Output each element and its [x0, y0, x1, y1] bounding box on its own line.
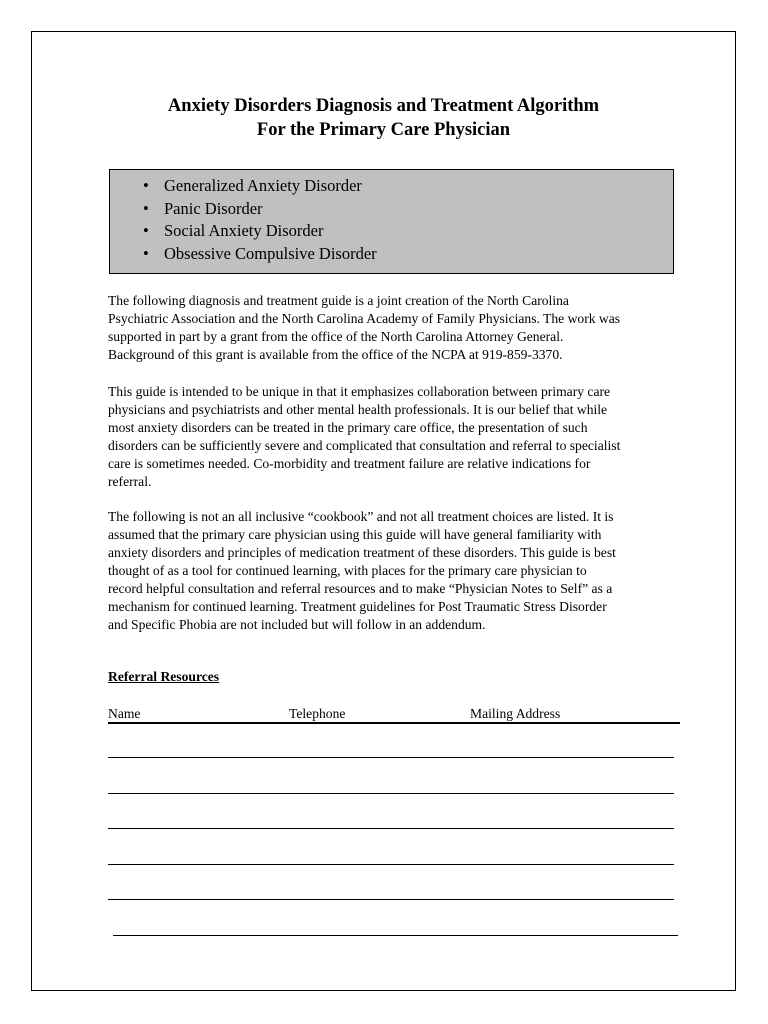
text-line: and Specific Phobia are not included but will follow in an addendum. — [108, 617, 486, 632]
disorder-label: Social Anxiety Disorder — [164, 221, 324, 240]
disorder-label: Obsessive Compulsive Disorder — [164, 243, 377, 263]
text-line: referral. — [108, 474, 152, 489]
referral-entry-line[interactable] — [108, 757, 674, 758]
referral-entry-line[interactable] — [113, 935, 678, 936]
title-line-1: Anxiety Disorders Diagnosis and Treatment Algorithm — [167, 96, 600, 116]
text-line: The following diagnosis and treatment guide is a joint creation of the North Carolina — [108, 293, 569, 308]
referral-resources-heading: Referral Resources — [108, 669, 220, 684]
collaboration-paragraph — [108, 383, 678, 491]
text-line: Background of this grant is available from the office of the NCPA at 919-859-3370. — [108, 347, 563, 362]
name-column-header: Name — [108, 706, 141, 721]
referral-entry-line[interactable] — [108, 899, 674, 900]
disorder-item — [110, 198, 673, 221]
text-line: Psychiatric Association and the North Carolina Academy of Family Physicians. The work was — [108, 311, 621, 326]
document-title — [31, 94, 736, 142]
referral-entry-line[interactable] — [108, 793, 674, 794]
scope-paragraph — [108, 508, 678, 634]
disorder-label: Generalized Anxiety Disorder — [164, 176, 362, 195]
table-header-rule — [108, 722, 680, 724]
text-line: The following is not an all inclusive “cookbook” and not all treatment choices are listed. It is — [108, 509, 614, 524]
text-line: This guide is intended to be unique in that it emphasizes collaboration between primary care — [108, 384, 611, 399]
telephone-column-header: Telephone — [289, 706, 346, 721]
referral-entry-line[interactable] — [108, 828, 674, 829]
title-line-2: For the Primary Care Physician — [256, 120, 511, 140]
text-line: care is sometimes needed. Co-morbidity and treatment failure are relative indications for — [108, 456, 591, 471]
disorder-item — [110, 220, 673, 243]
bullet-icon: • — [143, 176, 149, 195]
bullet-icon: • — [143, 243, 149, 263]
bullet-icon: • — [143, 221, 149, 240]
text-line: supported in part by a grant from the office of the North Carolina Attorney General. — [108, 329, 564, 344]
referral-entry-line[interactable] — [108, 864, 674, 865]
disorder-list-box — [109, 169, 674, 274]
text-line: record helpful consultation and referral resources and to make “Physician Notes to Self” as a — [108, 581, 613, 596]
text-line: thought of as a tool for continued learning, with places for the primary care physician to — [108, 563, 587, 578]
intro-paragraph — [108, 292, 678, 364]
disorder-list — [110, 175, 673, 265]
disorder-label: Panic Disorder — [164, 198, 263, 218]
bullet-icon: • — [143, 198, 149, 218]
text-line: most anxiety disorders can be treated in the primary care office, the presentation of such — [108, 420, 588, 435]
text-line: assumed that the primary care physician using this guide will have general familiarity with — [108, 527, 602, 542]
text-line: physicians and psychiatrists and other mental health professionals. It is our belief that while — [108, 402, 608, 417]
text-line: anxiety disorders and principles of medication treatment of these disorders. This guide is best — [108, 545, 616, 560]
mailing-address-column-header: Mailing Address — [470, 706, 561, 721]
text-line: disorders can be sufficiently severe and complicated that consultation and referral to specialist — [108, 438, 621, 453]
disorder-item — [110, 243, 673, 266]
text-line: mechanism for continued learning. Treatment guidelines for Post Traumatic Stress Disorder — [108, 599, 607, 614]
disorder-item — [110, 175, 673, 198]
